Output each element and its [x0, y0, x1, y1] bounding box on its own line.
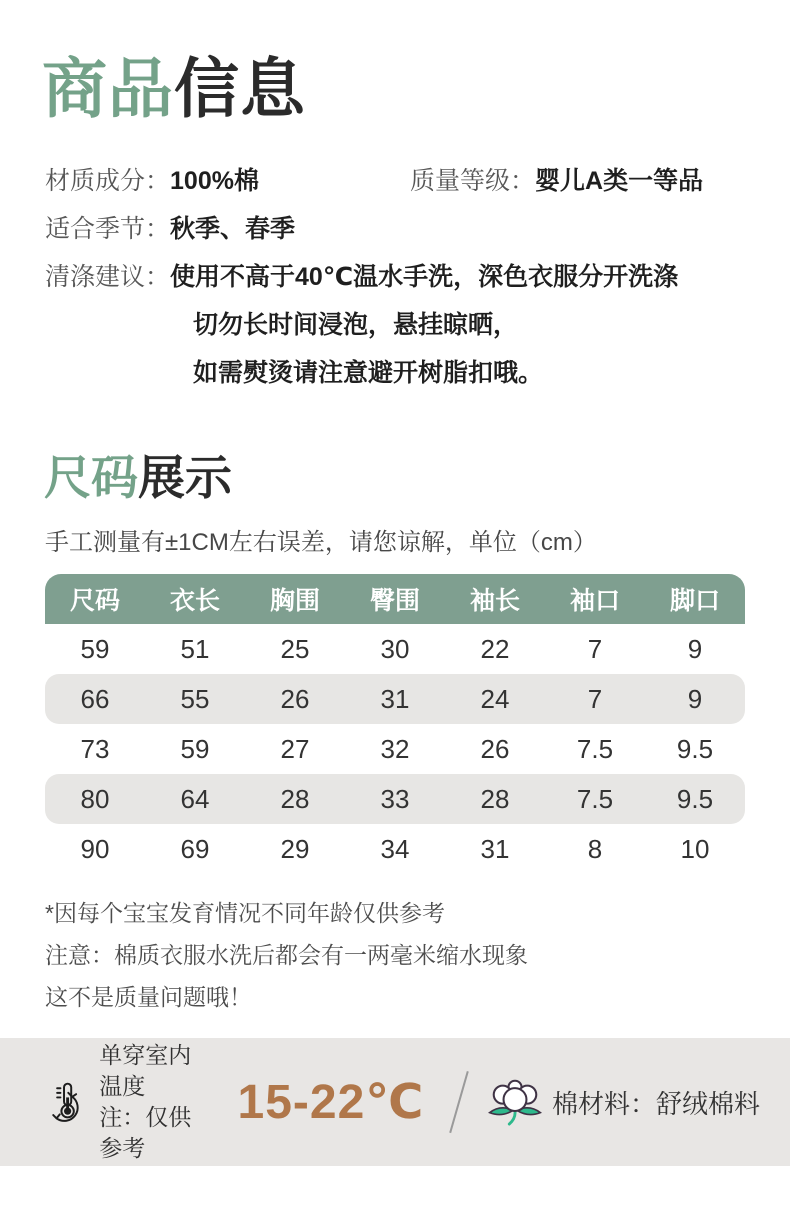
size-table-header-cell: 脚口 — [669, 587, 720, 615]
size-table-cell: 22 — [480, 633, 510, 664]
temperature-note — [99, 1040, 207, 1164]
size-table-cell: 34 — [380, 833, 410, 864]
size-table-cell: 90 — [80, 833, 110, 864]
size-table-header-row — [45, 574, 745, 624]
size-table-row — [45, 624, 745, 674]
size-table-row — [45, 774, 745, 824]
size-table-cell: 9.5 — [676, 733, 714, 764]
size-table-cell: 10 — [680, 833, 710, 864]
measurement-note: 手工测量有±1CM左右误差，请您谅解，单位（cm） — [45, 529, 597, 556]
product-attributes — [45, 157, 790, 397]
size-table-cell: 25 — [280, 633, 310, 664]
page-title — [42, 0, 790, 129]
page-title-rest: 信息 — [174, 52, 307, 125]
thermometer-cycle-icon — [48, 1074, 87, 1130]
size-table-cell: 8 — [587, 833, 603, 864]
size-table-header-cell: 袖长 — [469, 587, 520, 615]
size-table-cell: 69 — [180, 833, 210, 864]
size-table-cell: 7 — [587, 633, 603, 664]
size-table-cell: 28 — [280, 783, 310, 814]
size-table-cell: 7.5 — [576, 783, 614, 814]
temperature-note-line-2: 注：仅供参考 — [99, 1104, 192, 1161]
slash-divider — [450, 1071, 469, 1133]
size-table-cell: 31 — [380, 683, 410, 714]
season-value: 秋季、春季 — [170, 215, 296, 244]
size-table-cell: 80 — [80, 783, 110, 814]
size-table-cell: 28 — [480, 783, 510, 814]
footnote-line: 注意：棉质衣服水洗后都会有一两毫米缩水现象 — [45, 942, 528, 968]
size-section-title-rest: 展示 — [138, 451, 232, 505]
washing-label: 清涤建议： — [45, 263, 171, 292]
page-title-highlight: 商品 — [42, 52, 175, 125]
size-table-cell: 29 — [280, 833, 310, 864]
material-label: 材质成分： — [45, 167, 171, 196]
size-table — [45, 574, 745, 874]
size-table-row — [45, 824, 745, 874]
material-value: 100%棉 — [170, 167, 259, 196]
washing-line-2: 切勿长时间浸泡，悬挂晾晒， — [193, 311, 519, 340]
temperature-range: 15-22℃ — [237, 1076, 425, 1129]
size-table-cell: 7.5 — [576, 733, 614, 764]
size-table-body — [45, 624, 745, 874]
size-section-title-highlight: 尺码 — [44, 451, 138, 505]
size-table-cell: 24 — [480, 683, 510, 714]
washing-line-3: 如需熨烫请注意避开树脂扣哦。 — [193, 359, 544, 388]
size-table-cell: 33 — [380, 783, 410, 814]
size-table-cell: 59 — [80, 633, 110, 664]
size-table-cell: 51 — [180, 633, 210, 664]
size-table-cell: 7 — [587, 683, 603, 714]
size-table-cell: 73 — [80, 733, 110, 764]
size-table-cell: 32 — [380, 733, 410, 764]
size-table-cell: 27 — [280, 733, 310, 764]
size-table-header-cell: 尺码 — [69, 587, 120, 615]
size-table-cell: 30 — [380, 633, 410, 664]
season-label: 适合季节： — [45, 215, 171, 244]
temperature-note-line-1: 单穿室内温度 — [99, 1042, 192, 1099]
size-table-header-cell: 袖口 — [569, 587, 620, 615]
size-table-header-cell: 胸围 — [269, 587, 320, 615]
size-table-cell: 9 — [687, 683, 703, 714]
size-table-cell: 31 — [480, 833, 510, 864]
footnote-line: 这不是质量问题哦！ — [45, 984, 252, 1010]
size-table-cell: 26 — [480, 733, 510, 764]
footer-band — [0, 1038, 790, 1166]
size-table-header-cell: 臀围 — [369, 587, 420, 615]
size-table-row — [45, 724, 745, 774]
size-table-cell: 66 — [80, 683, 110, 714]
cotton-material-text: 棉材料：舒绒棉料 — [551, 1088, 760, 1119]
cotton-material — [488, 1077, 760, 1127]
size-table-header-cell: 衣长 — [169, 587, 220, 615]
footnote-line: *因每个宝宝发育情况不同年龄仅供参考 — [45, 900, 445, 926]
attribute-row-material-quality — [45, 157, 790, 205]
attribute-row-season — [45, 205, 790, 253]
size-table-cell: 64 — [180, 783, 210, 814]
attribute-row-washing — [45, 253, 790, 301]
quality-pair — [410, 157, 703, 205]
size-table-row — [45, 674, 745, 724]
size-table-cell: 55 — [180, 683, 210, 714]
size-section-title — [44, 449, 790, 508]
size-table-cell: 9.5 — [676, 783, 714, 814]
footnotes — [45, 892, 790, 1018]
size-table-cell: 59 — [180, 733, 210, 764]
size-table-cell: 9 — [687, 633, 703, 664]
cotton-boll-icon — [488, 1077, 542, 1127]
quality-label: 质量等级： — [410, 167, 536, 196]
washing-line-1: 使用不高于40℃温水手洗，深色衣服分开洗涤 — [170, 263, 679, 292]
quality-value: 婴儿A类一等品 — [535, 167, 704, 196]
size-table-cell: 26 — [280, 683, 310, 714]
